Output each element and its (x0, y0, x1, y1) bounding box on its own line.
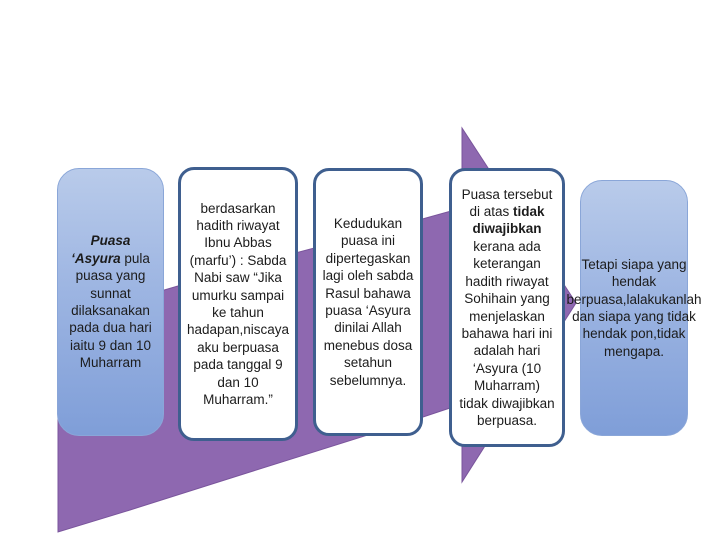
step-card-5-segment-1: Tetapi siapa yang hendak berpuasa,lalakukanlah dan siapa yang tidak hendak pon,tidak mengapa. (566, 256, 702, 359)
step-card-2 (178, 167, 298, 441)
step-card-2-text (187, 200, 289, 409)
step-card-1-text (64, 232, 157, 371)
step-card-1-segment-2: pula puasa yang sunnat dilaksanakan pada dua hari iaitu 9 dan 10 Muharram (69, 250, 152, 371)
step-card-4 (449, 168, 565, 447)
step-card-4-text (458, 186, 556, 430)
step-card-3-text (322, 215, 414, 389)
step-card-1 (57, 168, 164, 436)
step-card-1-segment-1: Puasa ‘Asyura (71, 233, 131, 266)
step-card-4-segment-3: kerana ada keterangan hadith riwayat Sohihain yang menjelaskan bahawa hari ini adalah hari ‘Asyura (10 Muharram) tidak diwajibkan berpuasa. (459, 238, 555, 428)
step-card-2-segment-1: berdasarkan hadith riwayat Ibnu Abbas (marfu’) : Sabda Nabi saw “Jika umurku sampai ke tahun hadapan,niscaya aku berpuasa pada tanggal 9 dan 10 Muharram.” (186, 200, 290, 408)
step-card-4-segment-1: Puasa tersebut di atas (461, 186, 553, 220)
step-card-5 (566, 180, 702, 436)
step-card-3 (313, 168, 423, 436)
step-card-5-text (566, 256, 701, 360)
step-card-4-segment-2: tidak diwajibkan (472, 204, 545, 237)
step-card-3-segment-1: Kedudukan puasa ini dipertegaskan lagi oleh sabda Rasul bahawa puasa ‘Asyura dinilai Allah menebus dosa setahun sebelumnya. (322, 215, 414, 388)
